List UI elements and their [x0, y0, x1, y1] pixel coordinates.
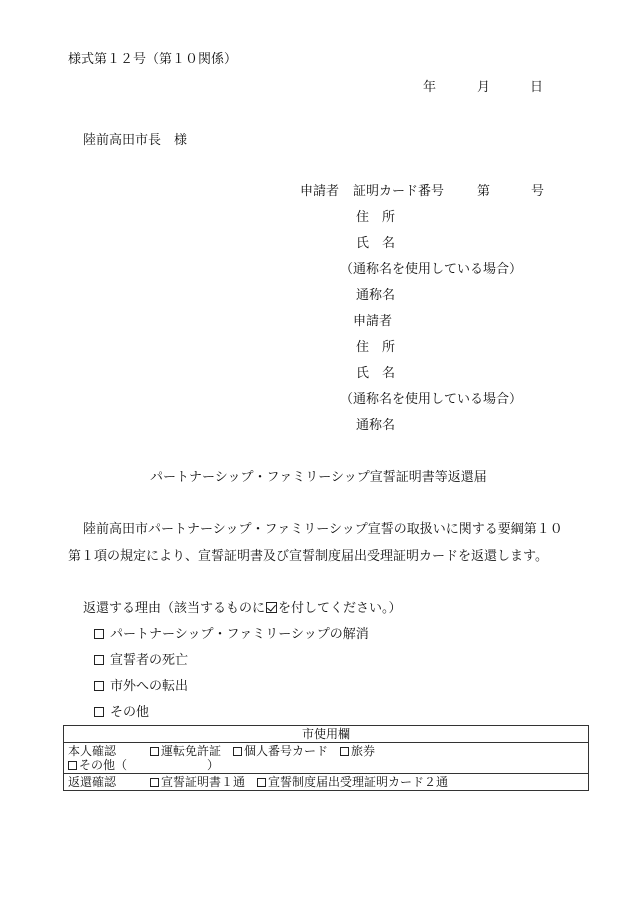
- return-item: 宣誓制度届出受理証明カード２通: [268, 775, 449, 789]
- reasons-heading-after: を付してください。）: [278, 601, 402, 616]
- checkbox-icon[interactable]: [94, 655, 104, 665]
- reason-label: 宣誓者の死亡: [110, 653, 189, 668]
- applicant2-alias-label: 通称名: [356, 418, 396, 433]
- office-use-header: 市使用欄: [64, 726, 589, 743]
- checkbox-icon[interactable]: [257, 778, 266, 787]
- reason-label: 市外への転出: [110, 679, 189, 694]
- applicant-label: 申請者: [300, 184, 340, 199]
- date-month: 月: [477, 80, 491, 95]
- office-use-table: [63, 725, 589, 791]
- applicant2-address-label: 住 所: [356, 340, 396, 355]
- applicant-alias-note: （通称名を使用している場合）: [340, 262, 523, 277]
- addressee: 陸前高田市長 様: [83, 133, 188, 148]
- reason-item[interactable]: [94, 627, 369, 643]
- form-number: 様式第１２号（第１０関係）: [68, 52, 238, 67]
- checkbox-icon[interactable]: [68, 761, 77, 770]
- identity-check-cell: [64, 743, 589, 774]
- reason-item[interactable]: [94, 679, 188, 695]
- identity-option: 個人番号カード: [244, 744, 329, 758]
- reason-label: パートナーシップ・ファミリーシップの解消: [110, 627, 369, 642]
- document-title: パートナーシップ・ファミリーシップ宣誓証明書等返還届: [150, 470, 487, 485]
- checkbox-icon[interactable]: [340, 747, 349, 756]
- identity-other-label: その他（: [79, 758, 128, 772]
- date-day: 日: [530, 80, 544, 95]
- applicant2-name-label: 氏 名: [356, 366, 396, 381]
- checkbox-icon[interactable]: [94, 629, 104, 639]
- checkbox-icon[interactable]: [150, 747, 159, 756]
- checkbox-icon[interactable]: [150, 778, 159, 787]
- body-line-1: 陸前高田市パートナーシップ・ファミリーシップ宣誓の取扱いに関する要綱第１０: [83, 522, 563, 537]
- reason-item[interactable]: [94, 653, 188, 669]
- return-item: 宣誓証明書１通: [161, 775, 246, 789]
- applicant-address-label: 住 所: [356, 210, 396, 225]
- identity-check-label: 本人確認: [68, 744, 117, 758]
- card-number-prefix: 第: [477, 184, 491, 199]
- card-number-suffix: 号: [531, 184, 545, 199]
- applicant-alias-label: 通称名: [356, 288, 396, 303]
- reason-item[interactable]: [94, 705, 149, 721]
- return-check-label: 返還確認: [68, 775, 117, 789]
- reasons-heading: [83, 601, 402, 617]
- applicant-name-label: 氏 名: [356, 236, 396, 251]
- checkbox-icon[interactable]: [233, 747, 242, 756]
- applicant2-alias-note: （通称名を使用している場合）: [340, 392, 523, 407]
- return-check-cell: [64, 774, 589, 791]
- checkbox-icon[interactable]: [94, 681, 104, 691]
- reason-label: その他: [110, 705, 150, 720]
- identity-option: 運転免許証: [161, 744, 222, 758]
- card-number-label: 証明カード番号: [353, 184, 445, 199]
- checkbox-icon[interactable]: [94, 707, 104, 717]
- date-year: 年: [423, 80, 437, 95]
- identity-option: 旅券: [351, 744, 376, 758]
- identity-other-close: ）: [207, 758, 220, 772]
- applicant2-label: 申請者: [353, 314, 393, 329]
- reasons-heading-before: 返還する理由（該当するものに: [83, 601, 266, 616]
- body-line-2: 第１項の規定により、宣誓証明書及び宣誓制度届出受理証明カードを返還します。: [68, 549, 548, 564]
- checked-box-icon: [266, 602, 277, 613]
